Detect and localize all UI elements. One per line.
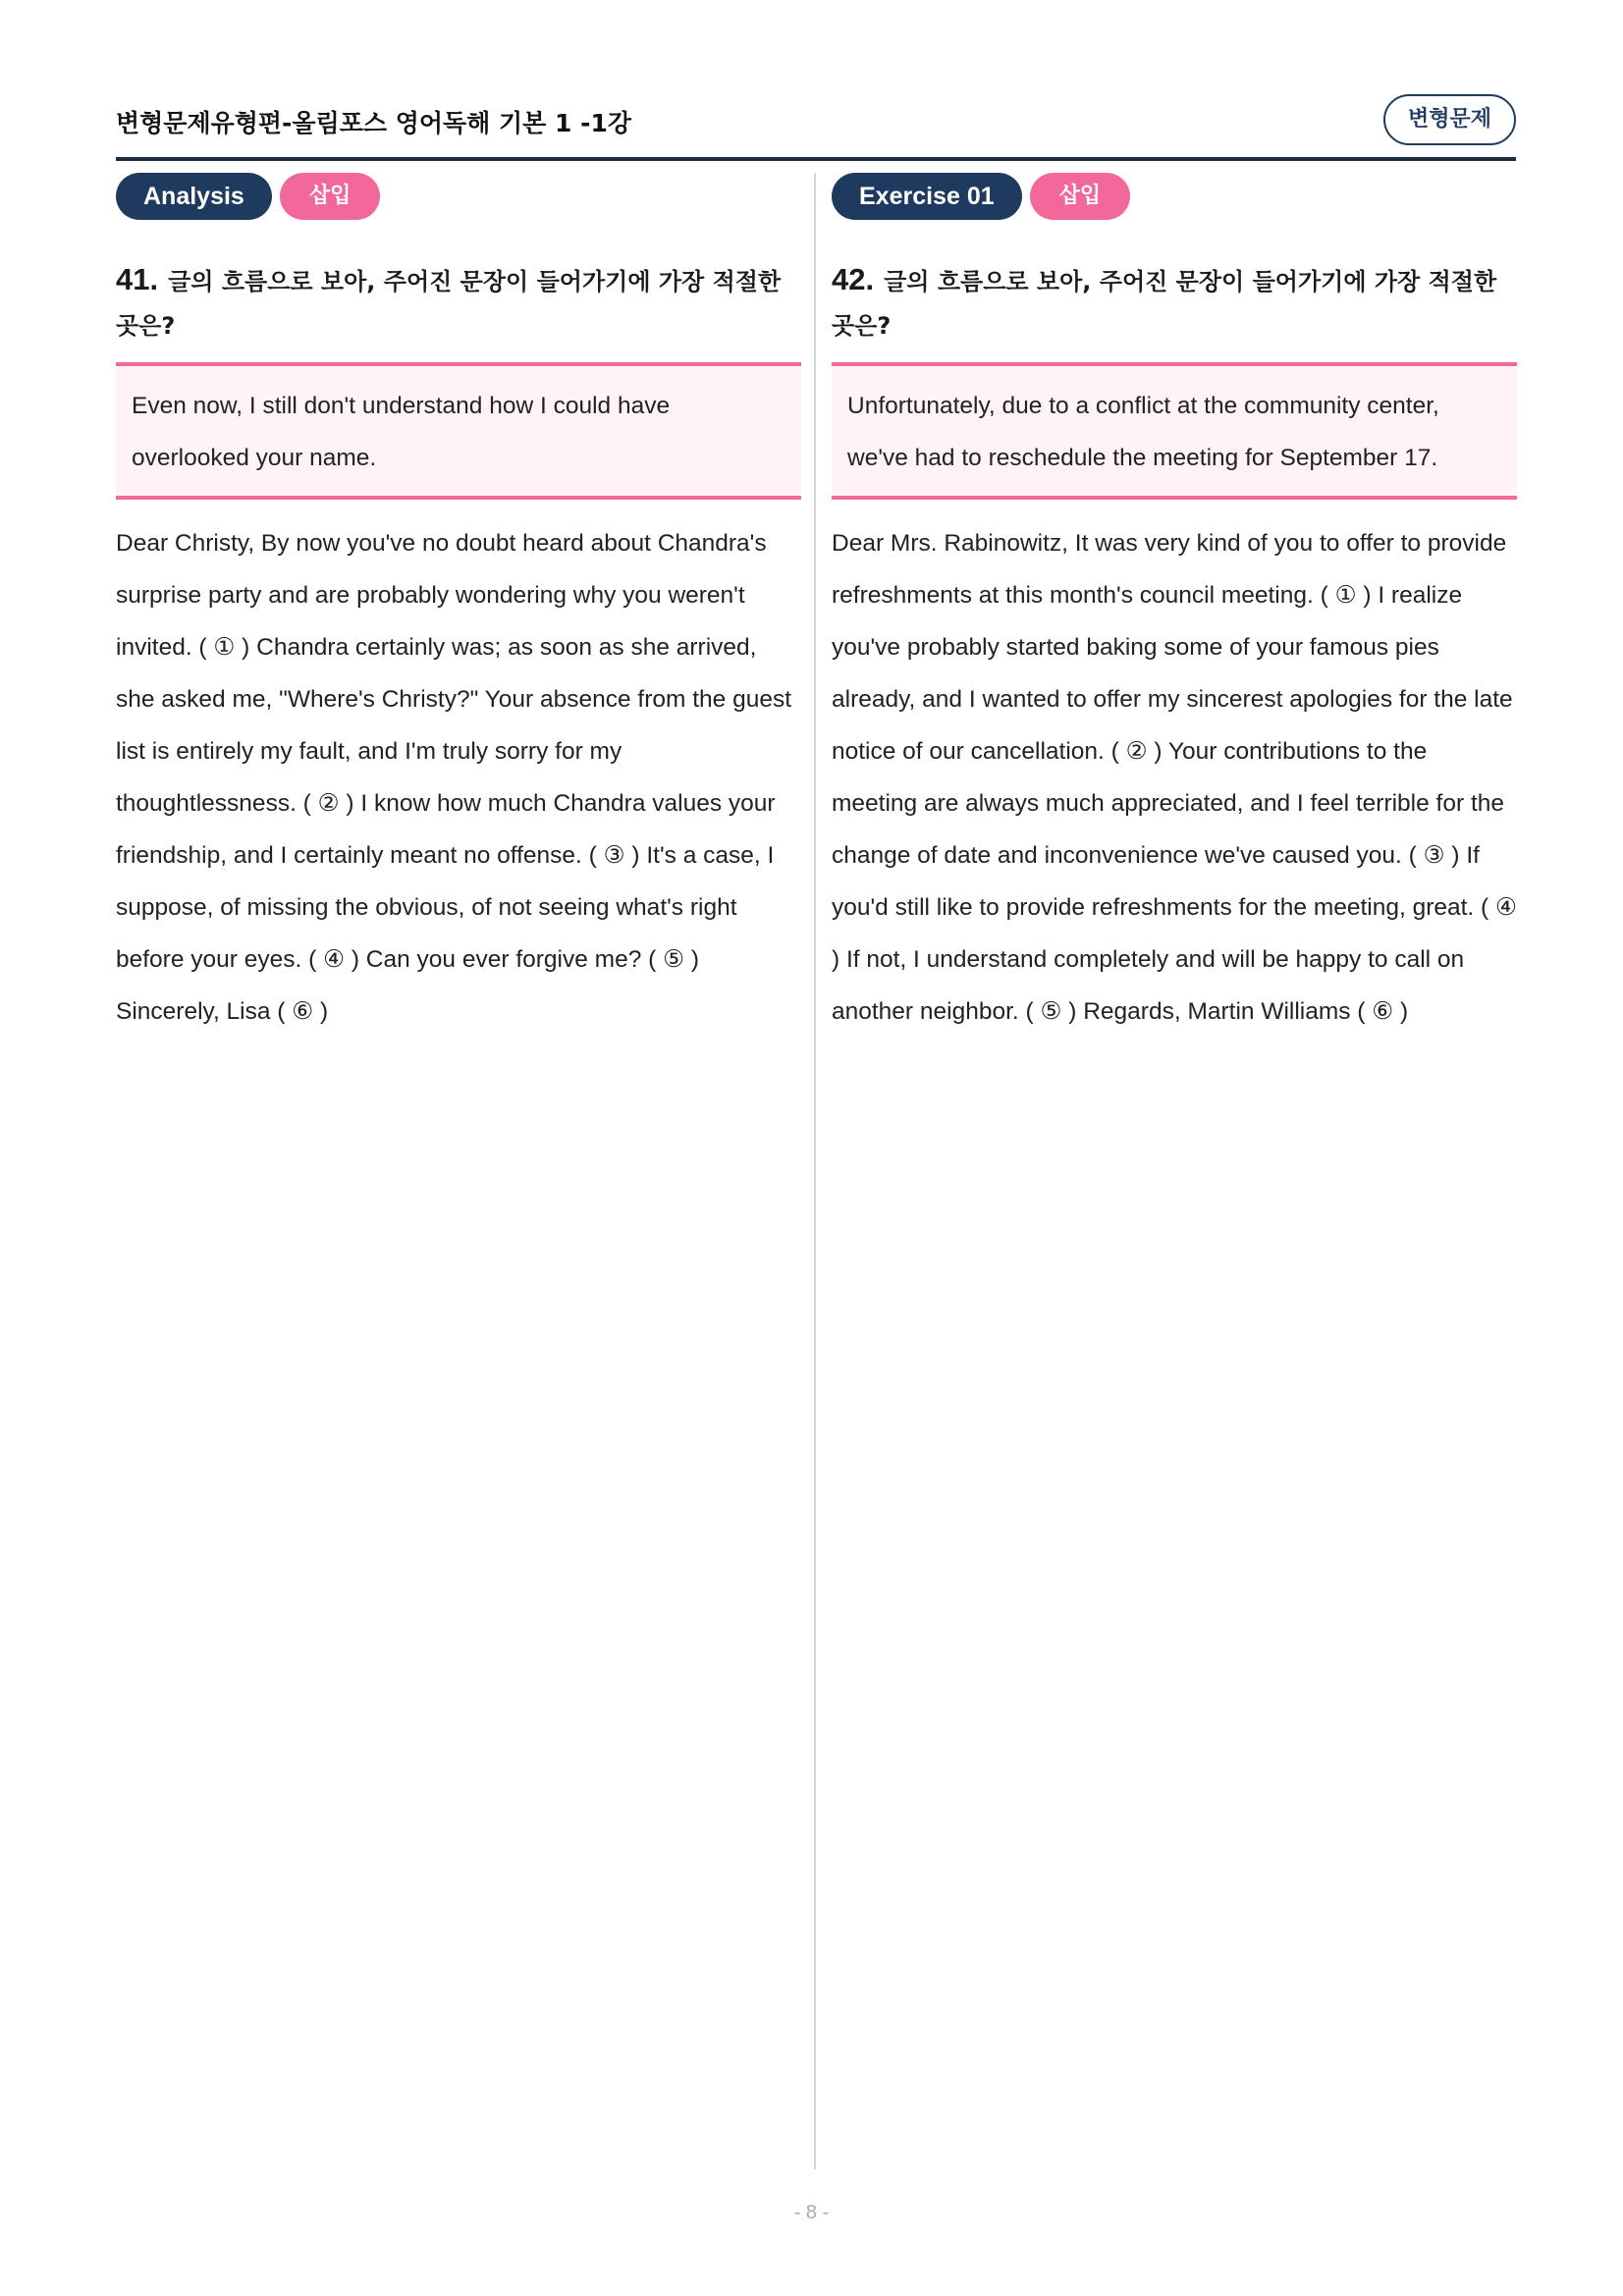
passage: Dear Christy, By now you've no doubt heard about Chandra's surprise party and are probably wondering why you weren't invited. ( ① ) Chandra certainly was; as soon as she arrived, she asked me, "Where's Christy?" Your absence from the guest list is entirely my fault, and I'm truly sorry for my thoughtlessness. ( ② ) I know how much Chandra values your friendship, and I certainly meant no offense. ( ③ ) It's a case, I suppose, of missing the obvious, of not seeing what's right before your eyes. ( ④ ) Can you ever forgive me? ( ⑤ ) Sincerely, Lisa ( ⑥ ) <box>116 530 791 1025</box>
question-42 <box>832 257 1517 348</box>
question-text: 글의 흐름으로 보아, 주어진 문장이 들어가기에 가장 적절한 곳은? <box>832 268 1497 340</box>
insert-tag: 삽입 <box>280 173 381 220</box>
document-title: 변형문제유형편-올림포스 영어독해 기본 1 -1강 <box>116 109 632 137</box>
passage: Dear Mrs. Rabinowitz, It was very kind of you to offer to provide refreshments at this month's council meeting. ( ① ) I realize you've probably started baking some of your famous pies already, and I wanted to offer my sincerest apologies for the late notice of our cancellation. ( ② ) Your contributions to the meeting are always much appreciated, and I feel terrible for the change of date and inconvenience we've caused you. ( ③ ) If you'd still like to provide refreshments for the meeting, great. ( ④ ) If not, I understand completely and will be happy to call on another neighbor. ( ⑤ ) Regards, Martin Williams ( ⑥ ) <box>832 530 1517 1025</box>
question-41 <box>116 257 801 348</box>
question-text: 글의 흐름으로 보아, 주어진 문장이 들어가기에 가장 적절한 곳은? <box>116 268 782 340</box>
given-sentence: Even now, I still don't understand how I could have overlooked your name. <box>132 393 671 471</box>
left-tags <box>116 173 801 222</box>
page-number: - 8 - <box>793 2202 830 2223</box>
given-sentence-box <box>116 362 801 500</box>
left-column <box>116 173 801 1038</box>
insert-tag: 삽입 <box>1030 173 1131 220</box>
right-tags <box>832 173 1517 222</box>
category-badge: 변형문제 <box>1383 94 1516 145</box>
given-sentence: Unfortunately, due to a conflict at the community center, we've had to reschedule the meeting for September 17. <box>847 393 1439 471</box>
question-number: 42. <box>832 262 875 296</box>
given-sentence-box <box>832 362 1517 500</box>
analysis-tag: Analysis <box>116 173 272 220</box>
question-number: 41. <box>116 262 159 296</box>
exercise-tag: Exercise 01 <box>832 173 1022 220</box>
page-header <box>116 94 1516 161</box>
column-divider <box>814 173 816 2169</box>
right-column <box>832 173 1517 1038</box>
